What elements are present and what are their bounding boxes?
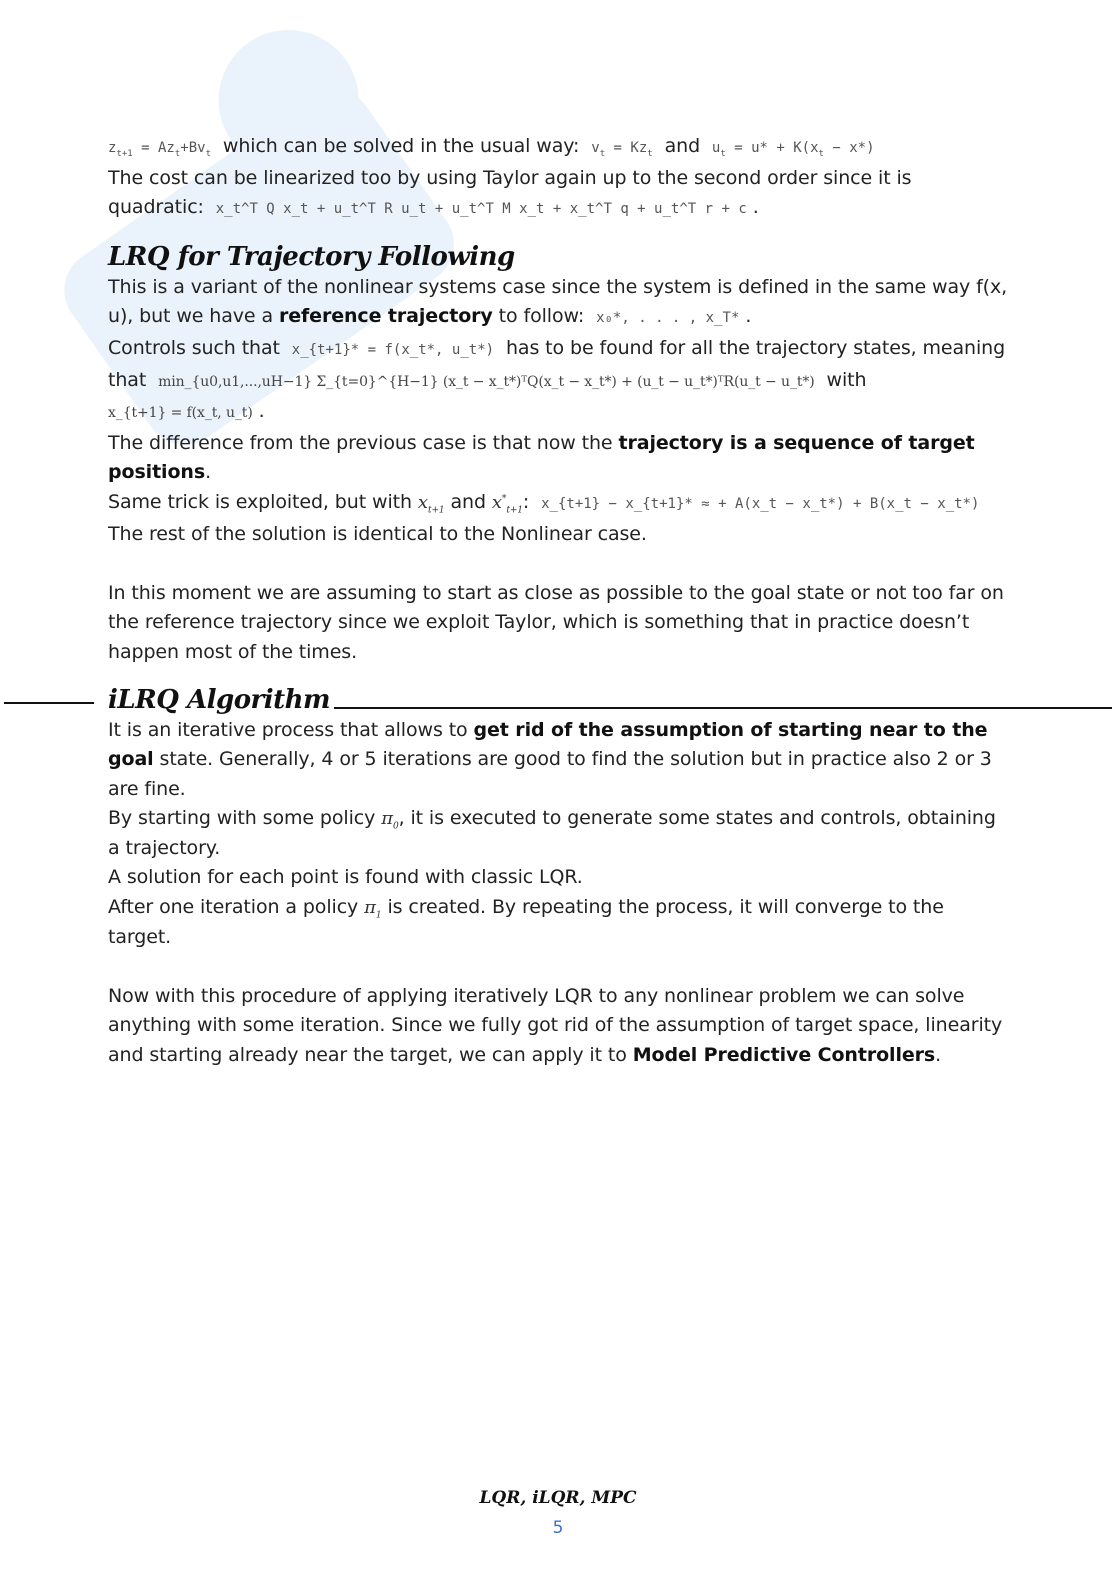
text-procedure: Now with this procedure of applying iteratively LQR to any nonlinear problem we can solve anything with some iteration. Since we fully got rid of the assumption of target space, linearity and starting already near the target, we can apply it to xyxy=(108,984,1003,1067)
text-after-iteration: After one iteration a policy xyxy=(108,896,359,919)
text-to-follow: to follow: xyxy=(492,305,585,328)
paragraph-same-trick: Same trick is exploited, but with $x_{t+1}$ and $x^*_{t+1}$: x_{t+1} − x_{t+1}* ≈ + A(x_t − x_t*) + B(x_t − x_t*) xyxy=(108,490,980,516)
text-executed: , it is executed to generate some states and controls, obtaining a trajectory. xyxy=(108,807,996,859)
equation-objective: min_{u0,u1,...,uH−1} Σ_{t=0}^{H−1} (x_t − x_t*)ᵀQ(x_t − x_t*) + (u_t − u_t*)ᵀR(u_t − u_t*) xyxy=(158,373,815,390)
page-content xyxy=(108,132,1008,1071)
equation-z-update: $z_{t+1} = Az_t+Bv_t$ xyxy=(108,140,211,159)
paragraph-rest: The rest of the solution is identical to the Nonlinear case. xyxy=(108,522,647,545)
bold-mpc: Model Predictive Controllers xyxy=(632,1044,936,1067)
text-and: and xyxy=(664,135,701,157)
paragraph-iterative xyxy=(108,716,1008,805)
paragraph-solution: A solution for each point is found with classic LQR. xyxy=(108,866,583,889)
equation-u: $u_t = u* + K(x_t - x*)$ xyxy=(711,140,875,159)
text-cost: The cost can be linearized too by using Taylor again up to the second order since it is quadratic: xyxy=(108,166,912,219)
bold-get-rid: get rid of the assumption of starting near to the goal xyxy=(108,718,988,771)
heading-lrq-trajectory: LRQ for Trajectory Following xyxy=(108,241,515,272)
paragraph-variant: This is a variant of the nonlinear systems case since the system is defined in the same way f(x, u), but we have a reference trajectory to follow: x₀*, . . . , x_T* . xyxy=(108,275,1008,328)
paragraph-assumption: In this moment we are assuming to start as close as possible to the goal state or not too far on the reference trajectory since we exploit Taylor, which is something that in practice doesn’t happen most of the times. xyxy=(108,581,1004,663)
text-with: with xyxy=(826,368,867,391)
math-pi-1: $\pi_1$ xyxy=(364,897,382,921)
paragraph-mpc: Now with this procedure of applying iteratively LQR to any nonlinear problem we can solve anything with some iteration. Since we fully got rid of the assumption of target space, linearity and starting already near the target, we can apply it to Model Predictive Controllers. xyxy=(108,984,1003,1067)
page-number: 5 xyxy=(552,1518,564,1538)
equation-linearization: x_{t+1} − x_{t+1}* ≈ + A(x_t − x_t*) + B(x_t − x_t*) xyxy=(541,495,980,512)
paragraph-cost: The cost can be linearized too by using Taylor again up to the second order since it is quadratic: x_t^T Q x_t + u_t^T R u_t + u_t^T M x_t + x_t^T q + u_t^T r + c . xyxy=(108,166,912,219)
equation-v: $v_t = Kz_t$ xyxy=(591,140,653,159)
text-iterations: state. Generally, 4 or 5 iterations are good to find the solution but in practice also 2 or 3 are fine. xyxy=(108,748,992,800)
heading-rule-left xyxy=(4,702,94,704)
equation-reference-dynamics: x_{t+1}* = f(x_t*, u_t*) xyxy=(291,341,495,358)
bold-reference-trajectory: reference trajectory xyxy=(278,305,493,328)
math-x-t1: $x_{t+1}$ xyxy=(417,491,445,516)
text-difference: The difference from the previous case is that now the xyxy=(108,431,619,454)
text-solve: which can be solved in the usual way: xyxy=(222,135,580,157)
equation-dynamics: x_{t+1} = f(x_t, u_t) xyxy=(108,405,253,422)
math-pi-0: $\pi_0$ xyxy=(381,808,399,832)
text-variant: This is a variant of the nonlinear systems case since the system is defined in the same way f(x, u), but we have a xyxy=(108,275,1008,328)
spacer xyxy=(108,952,1008,982)
math-x-t1-star: $x^*_{t+1}$ xyxy=(491,491,523,516)
paragraph-controls: Controls such that x_{t+1}* = f(x_t*, u_t*) has to be found for all the trajectory states, meaning that min_{u0,u1,...,uH−1} Σ_{t=0}^{H−1} (x_t − x_t*)ᵀQ(x_t − x_t*) + (u_t − u_t*)ᵀR(u_t − u_t*) with x_{t+1} = f(x_t, u_t) . xyxy=(108,336,1006,423)
heading-ilrq-algorithm: iLRQ Algorithm xyxy=(108,684,331,715)
bold-trajectory-sequence: trajectory is a sequence of target positions xyxy=(108,431,975,484)
text-policy-start: By starting with some policy xyxy=(108,807,376,830)
text-controls: Controls such that xyxy=(108,336,280,359)
text-found: has to be found for all the trajectory states, meaning that xyxy=(108,336,1006,391)
paragraph-iteration xyxy=(108,893,1008,952)
paragraph-policy-start xyxy=(108,804,1008,863)
text-converge: is created. By repeating the process, it will converge to the target. xyxy=(108,896,944,948)
heading-row-ilrq xyxy=(108,680,1008,720)
equation-cost: x_t^T Q x_t + u_t^T R u_t + u_t^T M x_t + x_t^T q + u_t^T r + c xyxy=(215,201,747,218)
paragraph-difference: The difference from the previous case is that now the trajectory is a sequence of target positions. xyxy=(108,431,975,484)
text-same-trick: Same trick is exploited, but with xyxy=(108,490,412,513)
paragraph-solve xyxy=(108,132,1008,164)
text-iterative: It is an iterative process that allows to xyxy=(108,718,474,741)
equation-trajectory: x₀*, . . . , x_T* xyxy=(596,310,740,327)
spacer xyxy=(108,549,1008,579)
heading-rule-right xyxy=(334,707,1112,709)
footer-title: LQR, iLQR, MPC xyxy=(479,1488,637,1508)
